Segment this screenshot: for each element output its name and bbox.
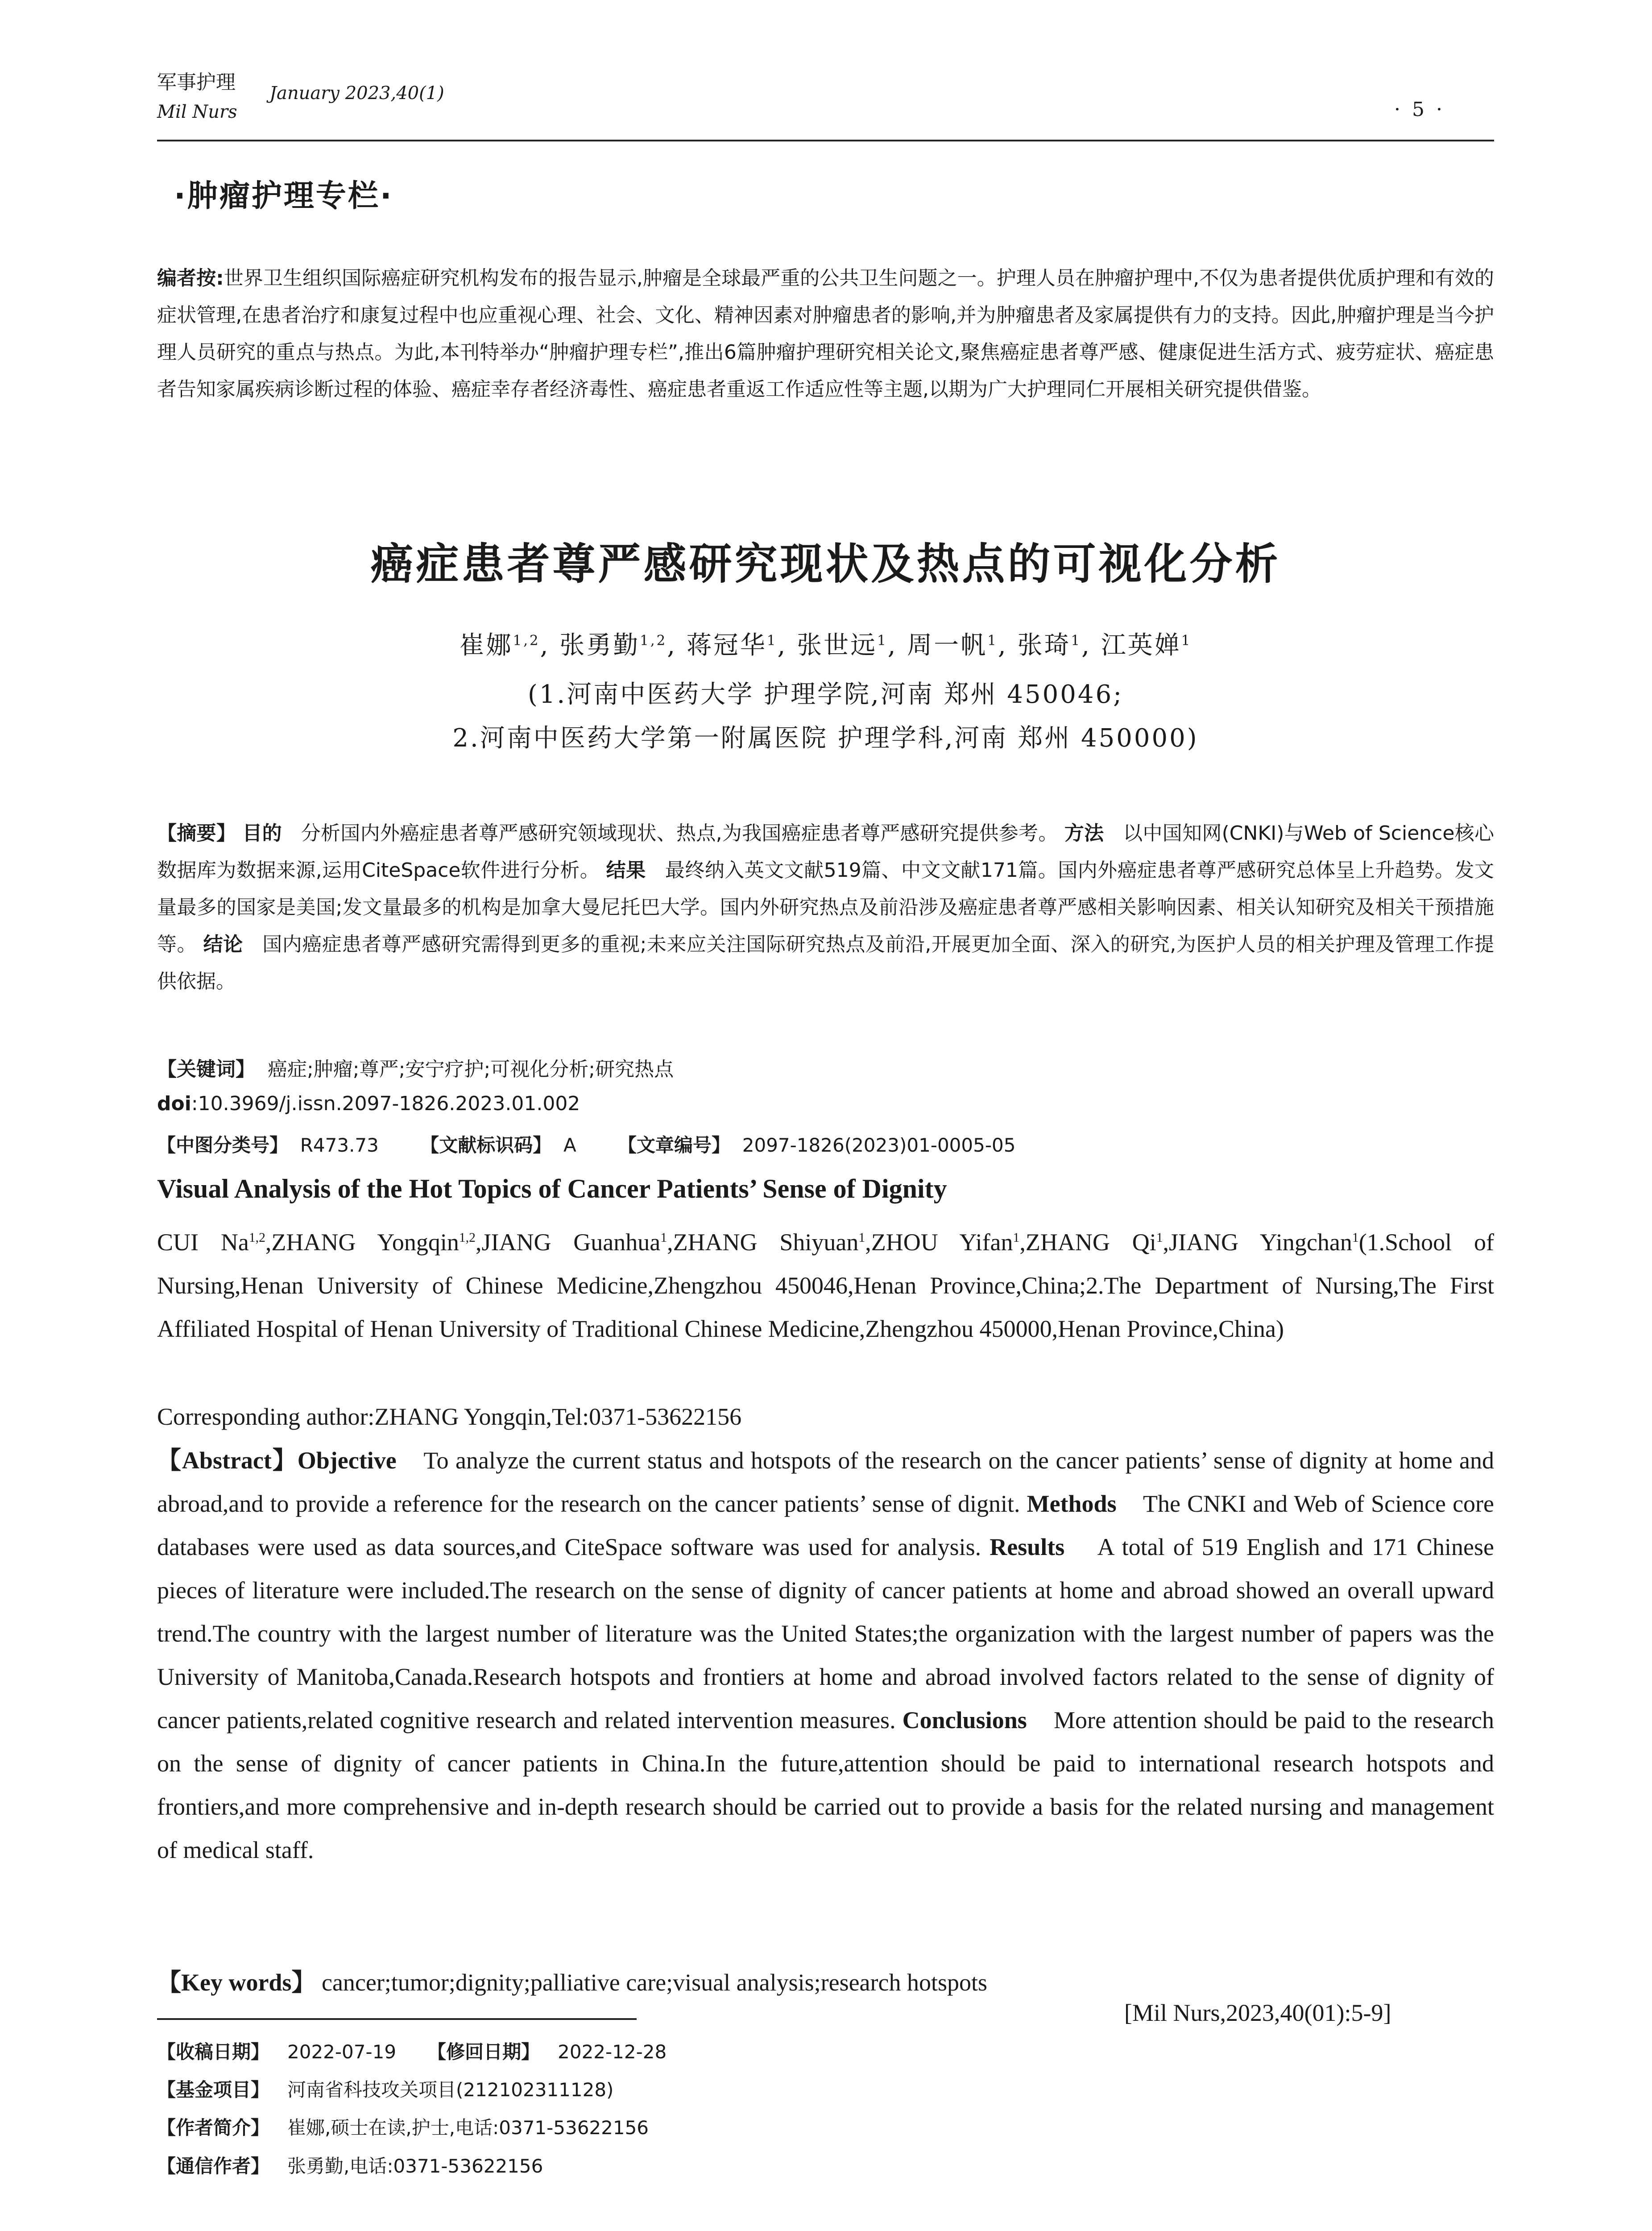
affiliation-cn-2: 2.河南中医药大学第一附属医院 护理学科,河南 郑州 450000) bbox=[452, 724, 1199, 753]
citation: [Mil Nurs,2023,40(01):5-9] bbox=[1124, 1999, 1391, 2026]
keywords-cn-label: 【关键词】 bbox=[157, 1058, 255, 1081]
objective-en-text: To analyze the current status and hotspots of the research on the cancer patients’ sense of dignity at home and abroad,and to provide a reference for the research on the cancer patients’ sense of dignit. bbox=[157, 1447, 1494, 1517]
methods-label: 方法 bbox=[1064, 822, 1104, 845]
results-label: 结果 bbox=[606, 859, 646, 882]
page-number: · 5 · bbox=[1394, 98, 1445, 121]
journal-name-cn: 军事护理 bbox=[157, 71, 236, 94]
author-cn: 崔娜 bbox=[459, 631, 513, 660]
article-no-value: 2097-1826(2023)01-0005-05 bbox=[742, 1134, 1016, 1156]
clc-value: R473.73 bbox=[300, 1134, 379, 1156]
objective-label: 目的 bbox=[242, 822, 282, 845]
conclusions-en-label: Conclusions bbox=[902, 1707, 1027, 1733]
author-bio-label: 【作者简介】 bbox=[157, 2117, 270, 2139]
author-en-sup: 1 bbox=[1352, 1231, 1359, 1245]
fund-value: 河南省科技攻关项目(212102311128) bbox=[287, 2079, 614, 2101]
editor-note bbox=[157, 260, 1494, 408]
paper-title-cn: 癌症患者尊严感研究现状及热点的可视化分析 bbox=[370, 539, 1281, 589]
revised-value: 2022-12-28 bbox=[558, 2041, 667, 2063]
results-en-label: Results bbox=[990, 1534, 1065, 1560]
keywords-en-label: 【Key words】 bbox=[157, 1969, 316, 1996]
abstract-en bbox=[157, 1439, 1494, 1872]
clc-label: 【中图分类号】 bbox=[157, 1134, 289, 1156]
footnote-fund bbox=[157, 2075, 613, 2102]
header-rule bbox=[157, 140, 1494, 141]
author-bio-value: 崔娜,硕士在读,护士,电话:0371-53622156 bbox=[287, 2117, 649, 2139]
author-cn-sup: 1 bbox=[1181, 632, 1192, 649]
author-en: ZHANG Yongqin bbox=[271, 1229, 459, 1256]
doi-label: doi bbox=[157, 1092, 191, 1115]
keywords-en bbox=[157, 1961, 1494, 2004]
footnote-corresponding bbox=[157, 2152, 543, 2178]
revised-label: 【修回日期】 bbox=[427, 2041, 540, 2063]
author-cn: 张世远 bbox=[797, 631, 878, 660]
author-en: JIANG Guanhua bbox=[481, 1229, 661, 1256]
conclusions-en-text: More attention should be paid to the research on the sense of dignity of cancer patients in China.In the future,attention should be paid to international research hotspots and frontiers,and more comprehensive and in-depth research should be carried out to provide a basis for the related nursing and management of medical staff. bbox=[157, 1707, 1495, 1863]
author-en-sup: 1,2 bbox=[459, 1231, 476, 1245]
authors-en: CUI Na$^{1,2}$,ZHANG Yongqin$^{1,2}$,JIANG Guanhua$^1$,ZHANG Shiyuan$^1$,ZHOU Yifan$^1$,ZHANG Qi$^1$,JIANG Yingchan$^1$(1.School of Nursing,Henan University of Chinese Medicine,Zhengzhou 450046,Henan Province,China;2.The Department of Nursing,The First Affiliated Hospital of Henan University of Traditional Chinese Medicine,Zhengzhou 450000,Henan Province,China) bbox=[157, 1229, 1494, 1342]
conclusion-label: 结论 bbox=[203, 933, 243, 956]
classification-line bbox=[157, 1131, 1494, 1157]
author-en-sup: 1 bbox=[858, 1231, 865, 1245]
corr-author-label: 【通信作者】 bbox=[157, 2155, 270, 2177]
methods-text: 以中国知网(CNKI)与Web of Science核心数据库为数据来源,运用CiteSpace软件进行分析。 bbox=[157, 822, 1494, 882]
author-en-sup: 1 bbox=[660, 1231, 667, 1245]
results-en-text: A total of 519 English and 171 Chinese pieces of literature were included.The research on the sense of dignity of cancer patients at home and abroad showed an overall upward trend.The country with the largest number of literature was the United States;the organization with the largest number of papers was the University of Manitoba,Canada.Research hotspots and frontiers at home and abroad involved factors related to the sense of dignity of cancer patients,related cognitive research and related intervention measures. bbox=[157, 1534, 1494, 1733]
author-en-sup: 1 bbox=[1156, 1231, 1163, 1245]
footnote-rule bbox=[157, 2018, 637, 2020]
article-no-label: 【文章编号】 bbox=[618, 1134, 731, 1156]
footnote-dates bbox=[157, 2037, 667, 2064]
fund-label: 【基金项目】 bbox=[157, 2079, 270, 2101]
doi-value: :10.3969/j.issn.2097-1826.2023.01.002 bbox=[191, 1092, 580, 1115]
keywords-cn-text: 癌症;肿瘤;尊严;安宁疗护;可视化分析;研究热点 bbox=[267, 1058, 674, 1081]
abstract-cn bbox=[157, 815, 1494, 1000]
author-en: JIANG Yingchan bbox=[1169, 1229, 1352, 1256]
received-label: 【收稿日期】 bbox=[157, 2041, 270, 2063]
author-en: CUI Na bbox=[157, 1229, 249, 1256]
doi bbox=[157, 1092, 1494, 1115]
abstract-cn-label: 【摘要】 bbox=[157, 822, 236, 845]
authors-cn: 崔娜$^{1,2}$, 张勇勤$^{1,2}$, 蒋冠华$^1$, 张世远$^1$, 周一帆$^1$, 张琦$^1$, 江英婵$^1$ bbox=[459, 631, 1192, 660]
corresponding-author: Corresponding author:ZHANG Yongqin,Tel:0371-53622156 bbox=[157, 1403, 742, 1430]
author-en: ZHANG Shiyuan bbox=[673, 1229, 859, 1256]
affiliation-en: (1.School of Nursing,Henan University of Chinese Medicine,Zhengzhou 450046,Henan Province,China;2.The Department of Nursing,The First Affiliated Hospital of Henan University of Traditional Chinese Medicine,Zhengzhou 450000,Henan Province,China) bbox=[157, 1229, 1494, 1342]
author-en: ZHOU Yifan bbox=[871, 1229, 1013, 1256]
methods-en-text: The CNKI and Web of Science core databases were used as data sources,and CiteSpace software was used for analysis. bbox=[157, 1490, 1495, 1560]
keywords-cn bbox=[157, 1053, 1494, 1082]
conclusion-text: 国内癌症患者尊严感研究需得到更多的重视;未来应关注国际研究热点及前沿,开展更加全面、深入的研究,为医护人员的相关护理及管理工作提供依据。 bbox=[157, 933, 1494, 993]
author-cn: 江英婵 bbox=[1101, 631, 1181, 660]
author-cn-sup: 1 bbox=[1071, 632, 1082, 649]
journal-issue: January 2023,40(1) bbox=[269, 83, 444, 104]
affiliation-cn-1: (1.河南中医药大学 护理学院,河南 郑州 450046; bbox=[527, 680, 1124, 709]
results-text: 最终纳入英文文献519篇、中文文献171篇。国内外癌症患者尊严感研究总体呈上升趋势。发文量最多的国家是美国;发文量最多的机构是加拿大曼尼托巴大学。国内外研究热点及前沿涉及癌症患者尊严感相关影响因素、相关认知研究及相关干预措施等。 bbox=[157, 859, 1494, 956]
author-cn: 张勇勤 bbox=[559, 631, 640, 660]
journal-name-en: Mil Nurs bbox=[157, 102, 237, 122]
objective-en-label: Objective bbox=[297, 1447, 397, 1474]
objective-text: 分析国内外癌症患者尊严感研究领域现状、热点,为我国癌症患者尊严感研究提供参考。 bbox=[301, 822, 1058, 845]
author-en: ZHANG Qi bbox=[1025, 1229, 1156, 1256]
author-cn: 蒋冠华 bbox=[686, 631, 767, 660]
author-en-sup: 1,2 bbox=[248, 1231, 265, 1245]
paper-title-en: Visual Analysis of the Hot Topics of Cancer Patients’ Sense of Dignity bbox=[157, 1174, 947, 1203]
abstract-en-label: 【Abstract】 bbox=[157, 1447, 298, 1474]
doc-code-value: A bbox=[563, 1134, 576, 1156]
corr-author-value: 张勇勤,电话:0371-53622156 bbox=[287, 2155, 543, 2177]
author-cn-sup: 1,2 bbox=[513, 632, 540, 649]
methods-en-label: Methods bbox=[1027, 1490, 1117, 1517]
doc-code-label: 【文献标识码】 bbox=[420, 1134, 552, 1156]
keywords-en-text: cancer;tumor;dignity;palliative care;visual analysis;research hotspots bbox=[321, 1969, 987, 1996]
editor-note-label: 编者按: bbox=[157, 267, 224, 290]
author-en-sup: 1 bbox=[1013, 1231, 1020, 1245]
author-cn-sup: 1 bbox=[766, 632, 778, 649]
received-value: 2022-07-19 bbox=[287, 2041, 397, 2063]
author-cn: 张琦 bbox=[1017, 631, 1071, 660]
author-cn-sup: 1,2 bbox=[640, 632, 667, 649]
author-cn-sup: 1 bbox=[987, 632, 998, 649]
column-title: ·肿瘤护理专栏· bbox=[174, 178, 393, 214]
author-cn: 周一帆 bbox=[907, 631, 988, 660]
footnote-author bbox=[157, 2113, 649, 2140]
author-cn-sup: 1 bbox=[877, 632, 888, 649]
editor-note-text: 世界卫生组织国际癌症研究机构发布的报告显示,肿瘤是全球最严重的公共卫生问题之一。护理人员在肿瘤护理中,不仅为患者提供优质护理和有效的症状管理,在患者治疗和康复过程中也应重视心理、社会、文化、精神因素对肿瘤患者的影响,并为肿瘤患者及家属提供有力的支持。因此,肿瘤护理是当今护理人员研究的重点与热点。为此,本刊特举办“肿瘤护理专栏”,推出6篇肿瘤护理研究相关论文,聚焦癌症患者尊严感、健康促进生活方式、疲劳症状、癌症患者告知家属疾病诊断过程的体验、癌症幸存者经济毒性、癌症患者重返工作适应性等主题,以期为广大护理同仁开展相关研究提供借鉴。 bbox=[157, 267, 1494, 401]
